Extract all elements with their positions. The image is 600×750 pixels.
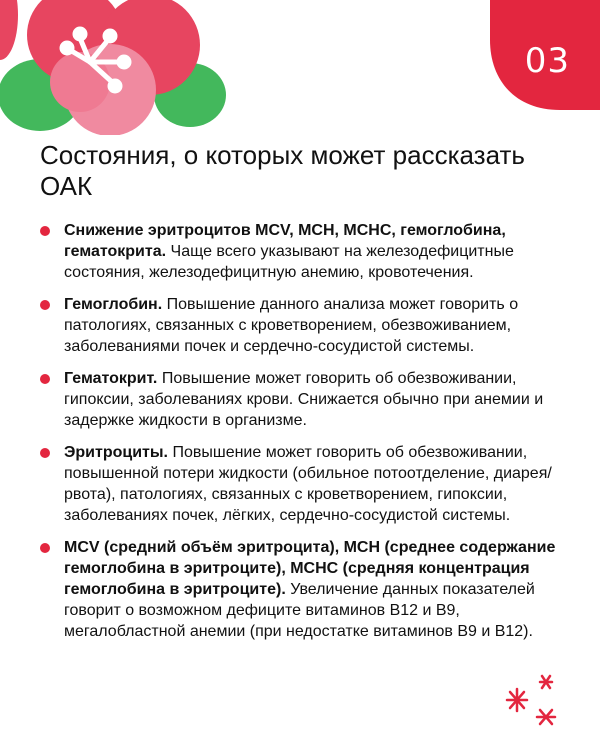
item-term: Эритроциты.	[64, 444, 168, 461]
list-item	[40, 294, 570, 357]
item-term: Гемоглобин.	[64, 296, 163, 313]
list-item	[40, 220, 570, 283]
item-text: Повышение может говорить об обезвоживании, гипоксии, заболеваниях крови. Снижается обычно при анемии и задержке жидкости в организме.	[64, 370, 544, 429]
item-text: Повышение данного анализа может говорить о патологиях, связанных с кроветворением, обезвоживанием, заболеваниями почек и сердечно-сосудистой системы.	[64, 296, 519, 355]
sparkle-icon	[500, 670, 570, 730]
bullet-dot	[40, 300, 50, 310]
bullet-dot	[40, 543, 50, 553]
item-text: Повышение может говорить об обезвоживании, повышенной потери жидкости (обильное потоотделение, диарея/рвота), патологиях, связанных с кроветворением, гипоксии, заболеваниях почек, лёгких, сердечно-сосудистой системы.	[64, 444, 552, 524]
page-title: Состояния, о которых может рассказать ОАК	[40, 140, 525, 201]
item-term: Снижение эритроцитов MCV, MCH, MCHC, гемоглобина, гематокрита.	[64, 222, 506, 260]
bullet-dot	[40, 448, 50, 458]
list-item	[40, 368, 570, 431]
bullet-dot	[40, 226, 50, 236]
bullet-dot	[40, 374, 50, 384]
conditions-list	[40, 220, 570, 653]
flower-decoration	[0, 0, 240, 135]
list-item	[40, 537, 570, 642]
item-term: Гематокрит.	[64, 370, 158, 387]
list-item	[40, 442, 570, 526]
page-number: 03	[524, 41, 570, 81]
item-text: Увеличение данных показателей говорит о возможном дефиците витаминов В12 и В9, мегалобластной анемии (при недостатке витаминов В9 и В12).	[64, 581, 535, 640]
item-text: Чаще всего указывают на железодефицитные состояния, железодефицитную анемию, кровотечения.	[64, 243, 514, 281]
item-term: MCV (средний объём эритроцита), MCH (среднее содержание гемоглобина в эритроците), MCHC (средняя концентрация гемоглобина в эритроците).	[64, 539, 556, 598]
